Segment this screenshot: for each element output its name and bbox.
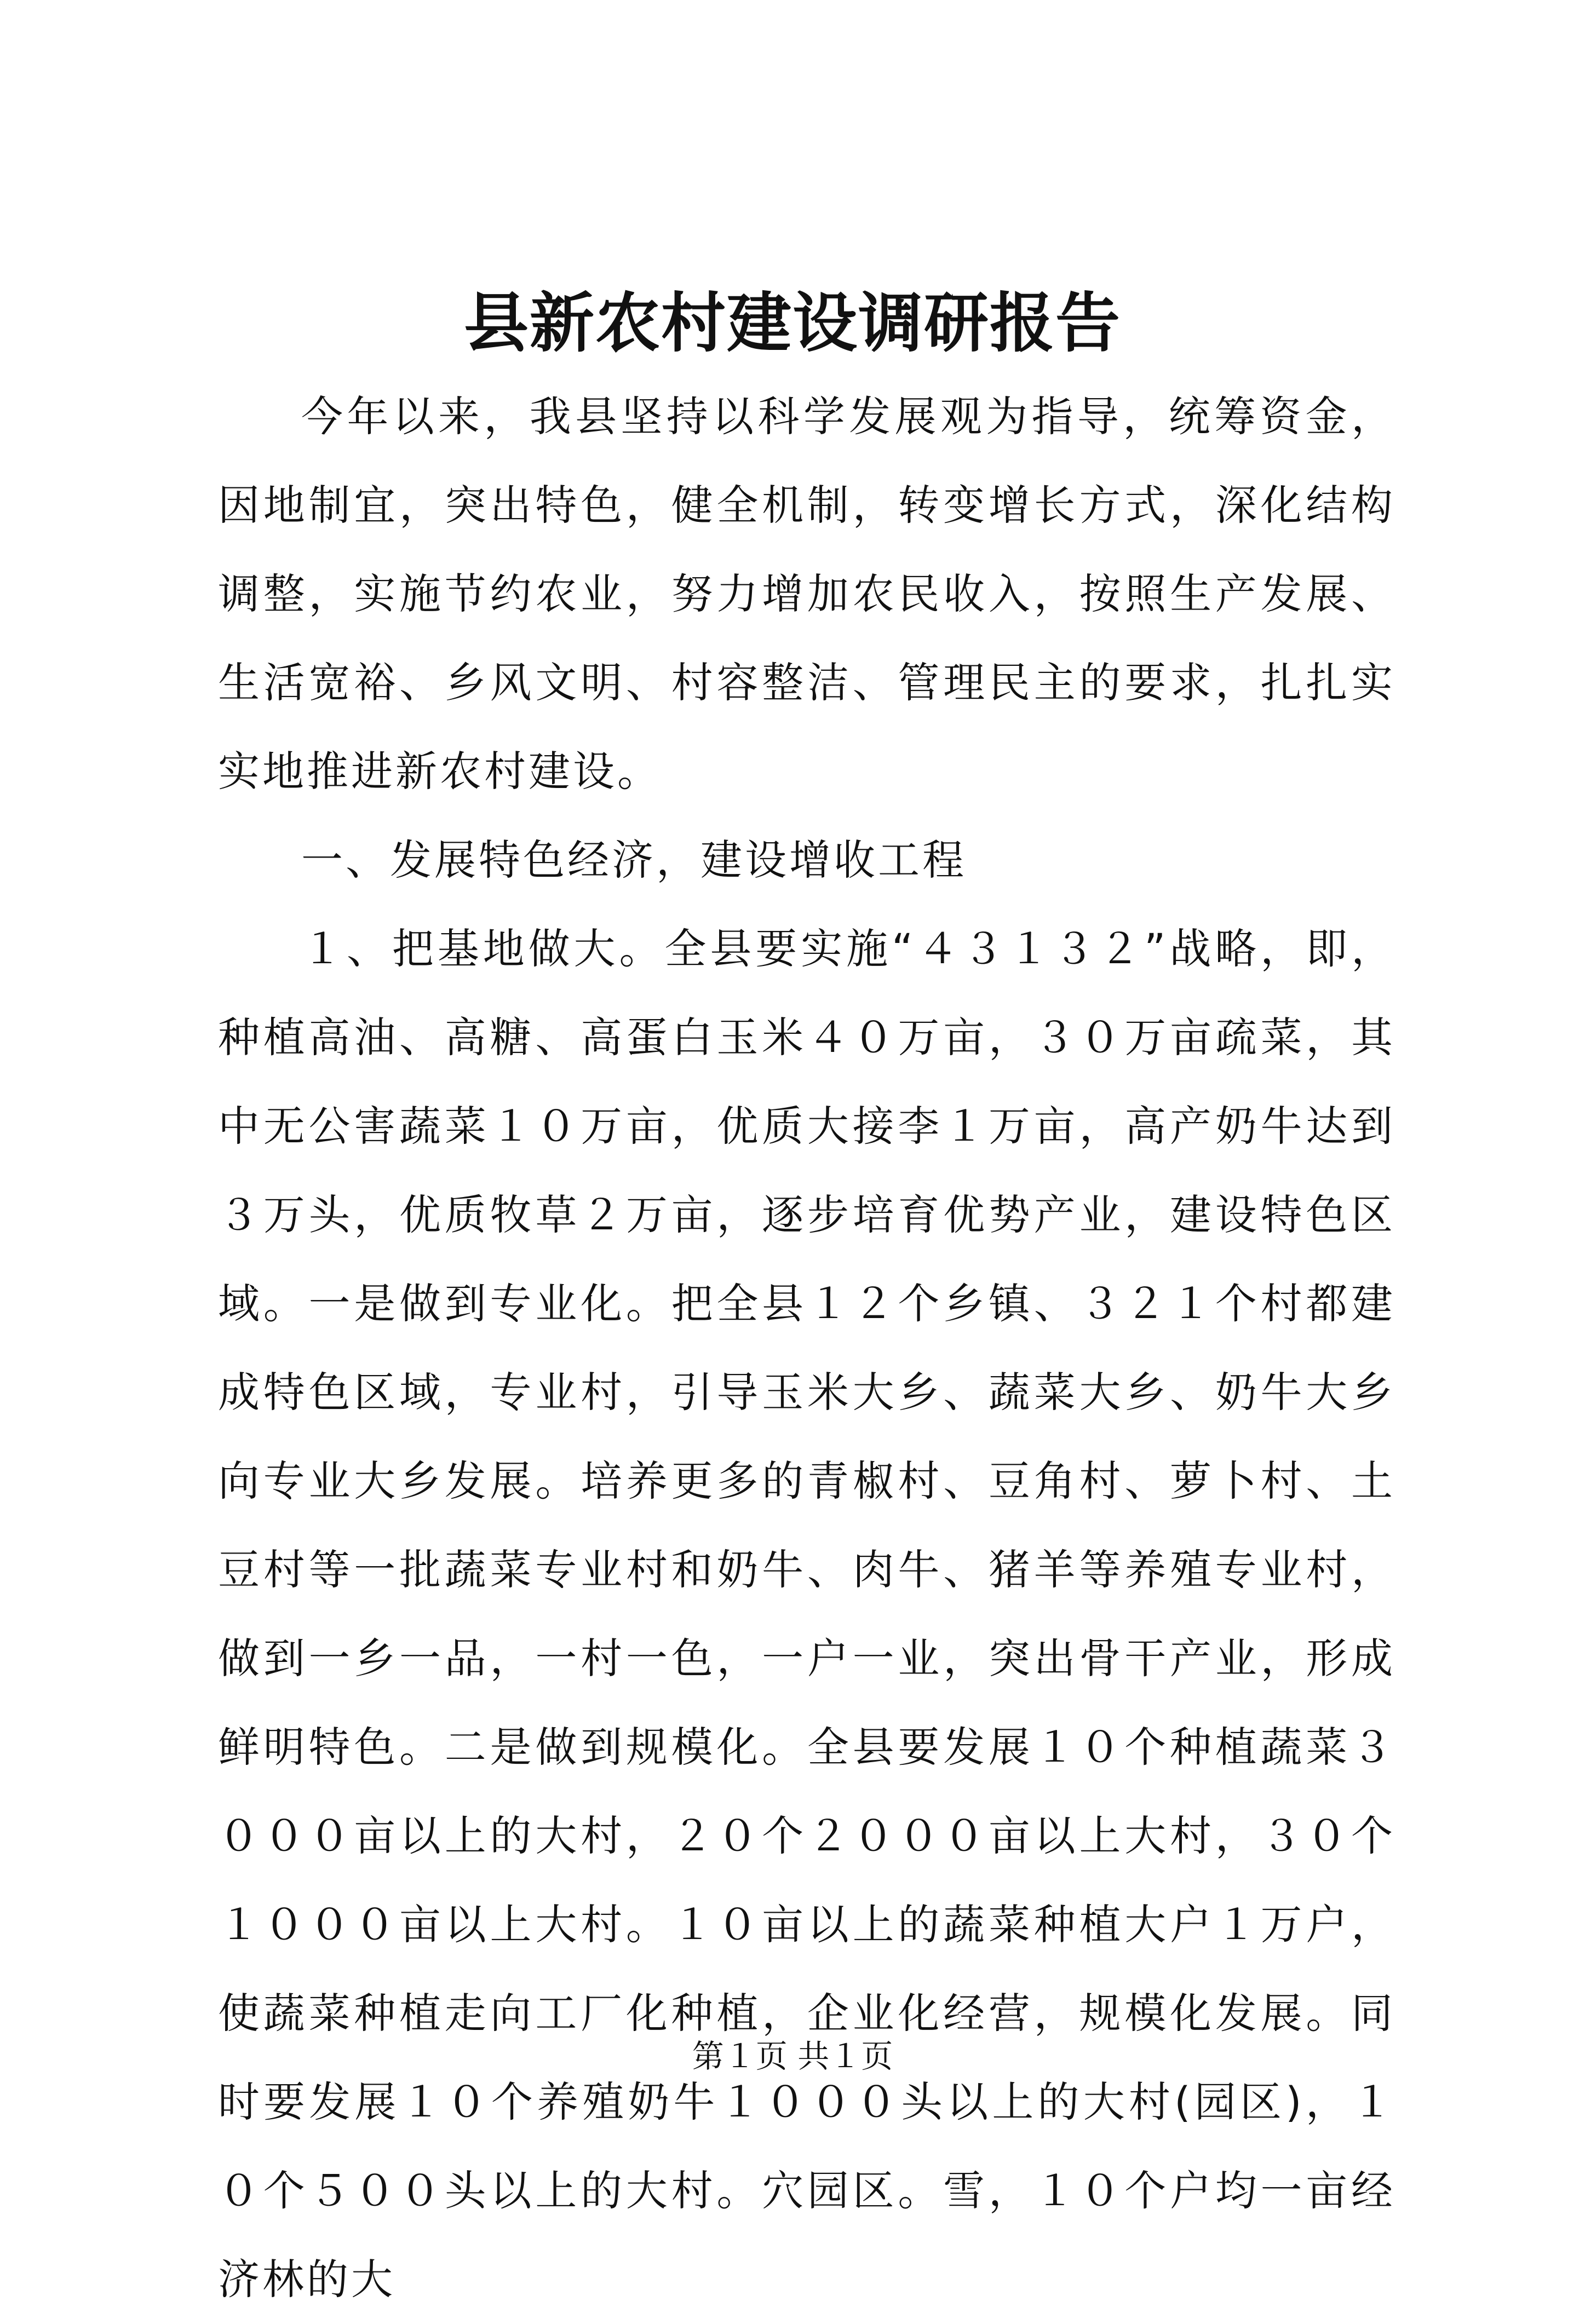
document-body (218, 372, 1396, 2324)
section-heading-1: 一、发展特色经济，建设增收工程 (301, 836, 967, 884)
page-footer: 第１页 共１页 (692, 2038, 893, 2075)
paragraph-base-expansion: １、把基地做大。全县要实施“４３１３２”战略，即，种植高油、高糖、高蛋白玉米４０万亩，３０万亩疏菜，其中无公害蔬菜１０万亩，优质大接李１万亩，高产奶牛达到３万头，优质牧草２万亩，逐步培育优势产业，建设特色区域。一是做到专业化。把全县１２个乡镇、３２１个村都建成特色区域，专业村，引导玉米大乡、蔬菜大乡、奶牛大乡向专业大乡发展。培养更多的青椒村、豆角村、萝卜村、土豆村等一批蔬菜专业村和奶牛、肉牛、猪羊等养殖专业村，做到一乡一品，一村一色，一户一业，突出骨干产业，形成鲜明特色。二是做到规模化。全县要发展１０个种植蔬菜３０００亩以上的大村，２０个２０００亩以上大村，３０个１０００亩以上大村。１０亩以上的蔬菜种植大户１万户，使蔬菜种植走向工厂化种植，企业化经营，规模化发展。同时要发展１０个养殖奶牛１０００头以上的大村(园区)，１０个５００头以上的大村。穴园区。雪，１０个户均一亩经济林的大 (218, 924, 1396, 2304)
paragraph-intro: 今年以来，我县坚持以科学发展观为指导，统筹资金，因地制宜，突出特色，健全机制，转变增长方式，深化结构调整，实施节约农业，努力增加农民收入，按照生产发展、生活宽裕、乡风文明、村容整洁、管理民主的要求，扎扎实实地推进新农村建设。 (218, 392, 1396, 796)
document-title: 县新农村建设调研报告 (463, 285, 1121, 361)
